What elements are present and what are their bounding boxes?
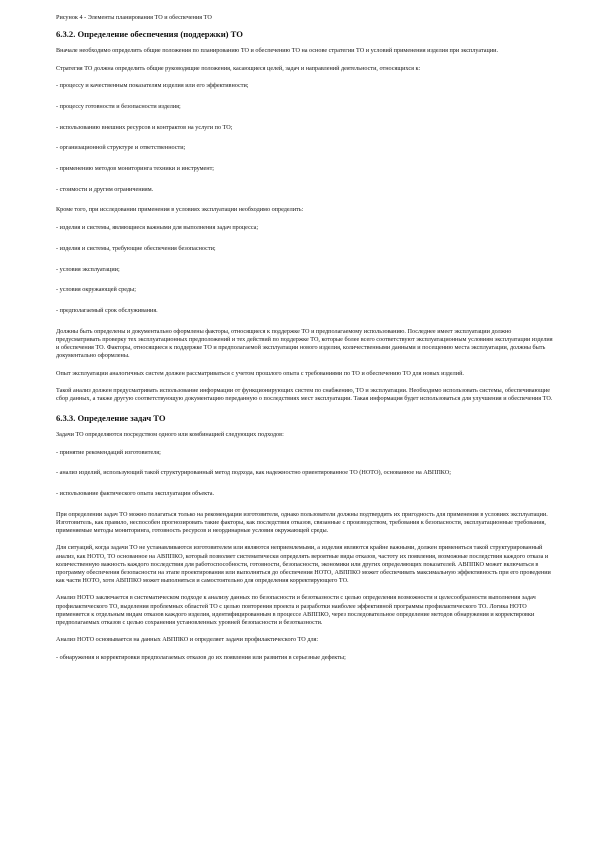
paragraph-noto: Анализ НОТО заключается в систематическом подходе к анализу данных по безопасности и безотказности с целью определения возможности и целесообразности выполнения задач профилактического ТО, выделения проблемных областей ТО с целью повторения проекта и разработки наиболее эффективной программы профилактического ТО. Логика НОТО применяется к отдельным видам отказов каждого изделия, идентифицированным в процессе АВППКО, через последовательное определение методов обнаружения и корректировки предполагаемых отказов с целью сохранения установленных уровней безопасности и безотказности. xyxy=(56,594,536,626)
list-item: - обнаружения и корректировки предполагаемых отказов до их появления или развития в серьезные дефекты; xyxy=(56,654,346,662)
paragraph-noto-tasks: Анализ НОТО основывается на данных АВППКО и определяет задачи профилактического ТО для: xyxy=(56,636,319,644)
paragraph-analysis: Такой анализ должен предусматривать использование информации от функционирующих систем по снабжению, ТО и эксплуатации. Необходимо использовать системы, обеспечивающие сбор данных, а также другую соответствующую документацию переданную о последствиях мест эксплуатации. Такая информация будет использоваться для улучшения и обеспечения ТО. xyxy=(56,387,553,403)
list-item: - принятие рекомендаций изготовителя; xyxy=(56,448,161,456)
paragraph-tasks-intro: Задачи ТО определяются посредством одного или комбинацией следующих подходов: xyxy=(56,431,284,438)
paragraph-intro: Вначале необходимо определить общие положения по планированию ТО и обеспечению ТО на основе стратегии ТО и условий применения изделия при эксплуатации. xyxy=(56,47,498,54)
paragraph-situations: Для ситуаций, когда задачи ТО не устанавливаются изготовителем или являются неприемлемыми, а изделия являются крайне важными, должен применяться такой структурированный анализ, как НОТО, ТО основанное на АВППКО, который позволяет систематически определять вероятные виды отказов, частоту их появления, возможные последствия каждого отказа и количественную важность каждого последствия для работоспособности, готовности, безопасности, экономики или других определяющих показателей. АВППКО может включаться в программу обеспечения безопасности на этапе проектирования или выполняться до обеспечения НОТО, АВППКО может обеспечивать максимальную эффективность при его проведении как части НОТО, хотя АВППКО может выполняться и самостоятельно для определения корректирующего ТО. xyxy=(56,544,551,584)
list-item: - применению методов мониторинга техники и инструмент; xyxy=(56,164,215,172)
section-heading-6-3-2: 6.3.2. Определение обеспечения (поддержки) ТО xyxy=(56,29,243,39)
list-item: - предполагаемый срок обслуживания. xyxy=(56,307,158,315)
figure-caption: Рисунок 4 - Элементы планирования ТО и обеспечения ТО xyxy=(56,14,212,21)
list-item: - процессу готовности и безопасности изделия; xyxy=(56,102,181,110)
list-item: - организационной структуре и ответственности; xyxy=(56,144,186,152)
paragraph-experience: Опыт эксплуатации аналогичных систем должен рассматриваться с учетом прошлого опыта с требованиями по ТО и обеспечению ТО для новых изделий. xyxy=(56,369,464,377)
list-item: - стоимости и другим ограничениям. xyxy=(56,185,154,193)
paragraph-conditions-intro: Кроме того, при исследовании применения в условиях эксплуатации необходимо определить: xyxy=(56,206,304,214)
paragraph-manufacturer: При определении задач ТО можно полагаться только на рекомендации изготовителя, однако пользователи должны подтвердить их пригодность для применения в условиях эксплуатации. Изготовитель, как правило, неспособен прогнозировать такие факторы, как последствия отказов, связанные с производством, требования к безопасности, эксплуатационные требования, применяемые методы мониторинга, готовность ресурсов и неординарные условия окружающей среды. xyxy=(56,510,548,534)
list-item: - процессу и качественным показателям изделия или его эффективности; xyxy=(56,82,249,90)
list-item: - изделия и системы, требующие обеспечения безопасности; xyxy=(56,245,216,253)
list-item: - использование фактического опыта эксплуатации объекта. xyxy=(56,489,215,497)
paragraph-factors: Должны быть определены и документально оформлены факторы, относящиеся к поддержке ТО и предполагаемому использованию. Последнее имеет эксплуатации должно предусматривать проверку тех эксплуатационных предположений и тех действий по поддержке ТО, которые более всего соответствуют эксплуатационным условиям эксплуатации изделия и обеспечения ТО. Факторы, относящиеся к поддержке ТО и предполагаемой эксплуатации нового изделия, количественными данными и посещению места эксплуатации, должны быть документально оформлены. xyxy=(56,327,553,360)
list-item: - условия эксплуатации; xyxy=(56,265,120,273)
list-item: - анализ изделий, использующий такой структурированный метод подхода, как надежностно ориентированное ТО (НОТО), основанное на АВППКО; xyxy=(56,469,451,477)
paragraph-strategy-intro: Стратегия ТО должна определить общие руководящие положения, касающиеся целей, задач и направлений деятельности, относящихся к: xyxy=(56,64,421,72)
document-page xyxy=(56,14,556,672)
section-heading-6-3-3: 6.3.3. Определение задач ТО xyxy=(56,413,166,423)
list-item: - изделия и системы, являющиеся важными для выполнения задач процесса; xyxy=(56,224,259,232)
list-item: - использованию внешних ресурсов и контрактов на услуги по ТО; xyxy=(56,123,233,131)
list-item: - условия окружающей среды; xyxy=(56,286,136,294)
